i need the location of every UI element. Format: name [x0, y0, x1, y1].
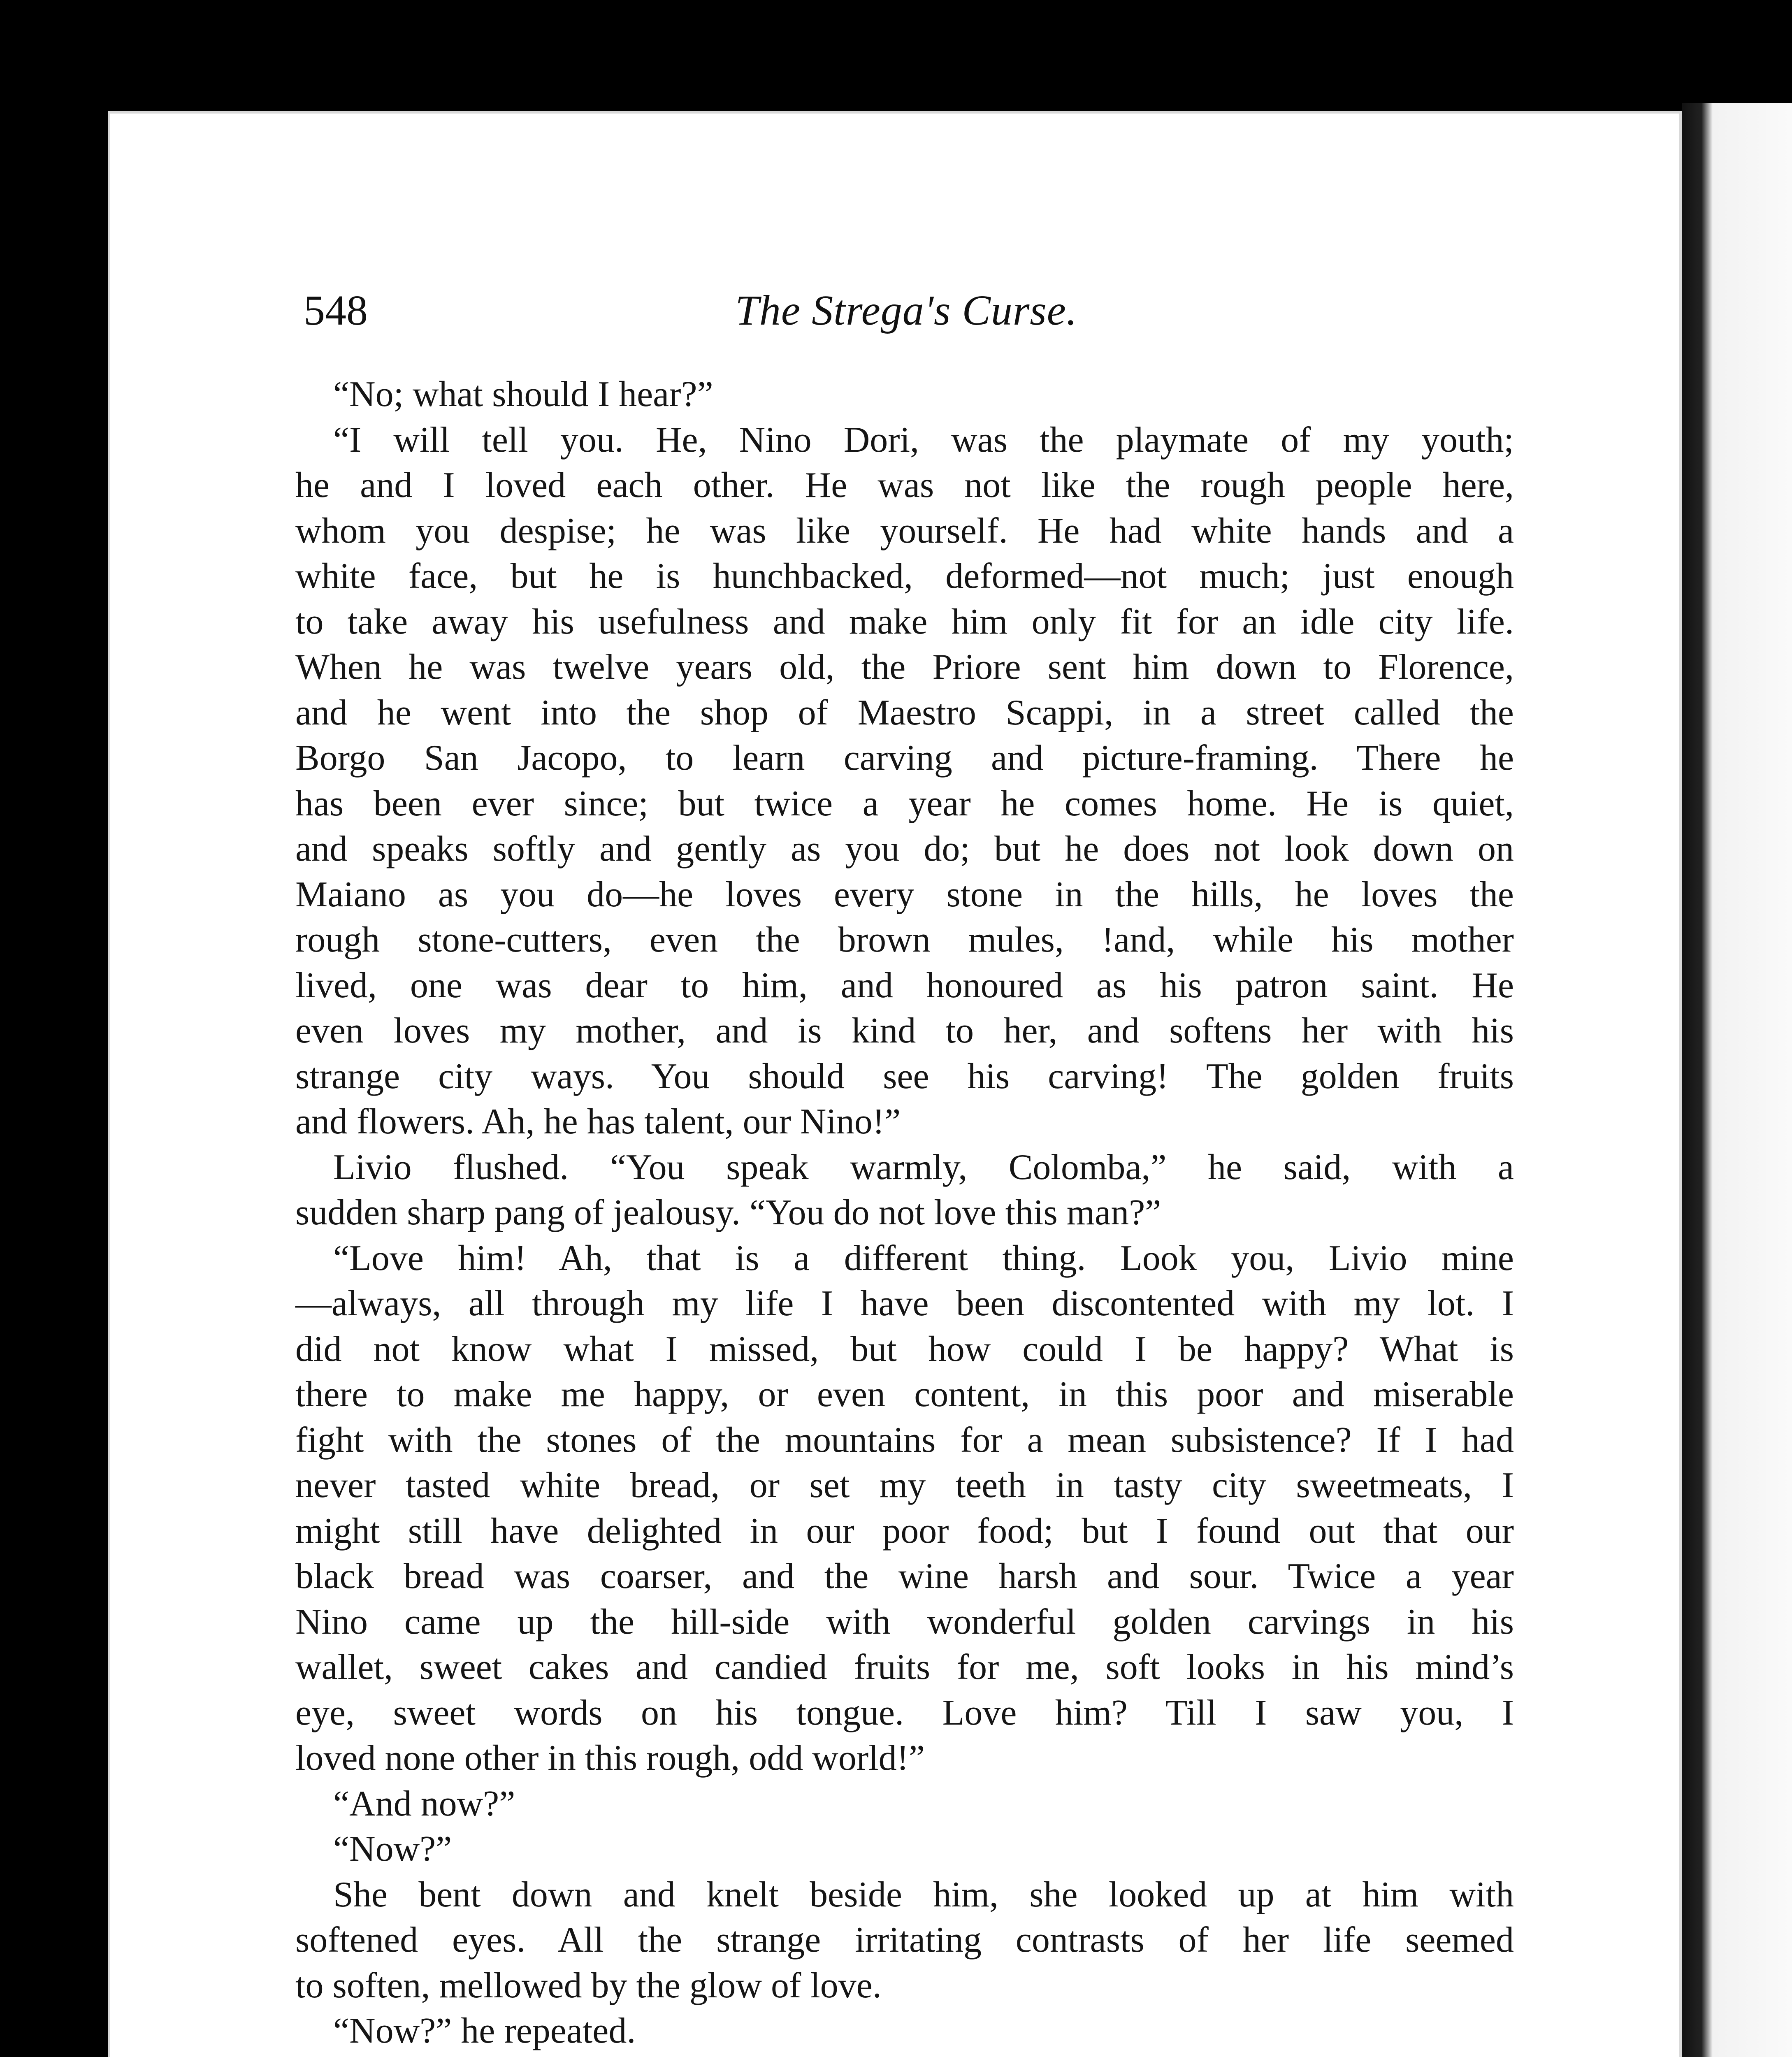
text-line: Maiano as you do—he loves every stone in the hills, he loves the — [295, 874, 1514, 915]
text-line: to take away his usefulness and make him only fit for an idle city life. — [295, 601, 1514, 642]
text-line: and speaks softly and gently as you do; but he does not look down on — [295, 829, 1514, 869]
text-line: “I will tell you. He, Nino Dori, was the playmate of my youth; — [333, 420, 1514, 460]
next-page-edge — [1682, 103, 1792, 2057]
text-line: might still have delighted in our poor food; but I found out that our — [295, 1511, 1514, 1551]
text-line: lived, one was dear to him, and honoured as his patron saint. He — [295, 965, 1514, 1005]
text-line: rough stone-cutters, even the brown mules, !and, while his mother — [295, 920, 1514, 960]
text-line: did not know what I missed, but how could I be happy? What is — [295, 1329, 1514, 1369]
text-line: he and I loved each other. He was not like the rough people here, — [295, 465, 1514, 505]
text-line: eye, sweet words on his tongue. Love him? Till I saw you, I — [295, 1692, 1514, 1733]
text-line: strange city ways. You should see his carving! The golden fruits — [295, 1056, 1514, 1096]
text-line: sudden sharp pang of jealousy. “You do not love this man?” — [295, 1193, 1161, 1233]
text-line: Nino came up the hill-side with wonderful golden carvings in his — [295, 1602, 1514, 1642]
text-line: When he was twelve years old, the Priore sent him down to Florence, — [295, 647, 1514, 687]
text-line: to soften, mellowed by the glow of love. — [295, 1965, 882, 2006]
text-line: softened eyes. All the strange irritating contrasts of her life seemed — [295, 1920, 1514, 1960]
text-line: She bent down and knelt beside him, she looked up at him with — [333, 1874, 1514, 1915]
text-line: “And now?” — [333, 1783, 515, 1824]
text-line: loved none other in this rough, odd world!” — [295, 1738, 925, 1778]
text-line: fight with the stones of the mountains for a mean subsistence? If I had — [295, 1420, 1514, 1460]
text-line: Borgo San Jacopo, to learn carving and picture-framing. There he — [295, 738, 1514, 778]
text-line — [295, 2054, 1514, 2057]
body-text — [295, 372, 1514, 2057]
text-line: and flowers. Ah, he has talent, our Nino!” — [295, 1102, 901, 1142]
text-line: never tasted white bread, or set my teeth in tasty city sweetmeats, I — [295, 1465, 1514, 1505]
text-line: “Now?” — [333, 1829, 452, 1869]
text-line: “Now?” he repeated. — [333, 2011, 636, 2051]
text-line: there to make me happy, or even content, in this poor and miserable — [295, 1374, 1514, 1414]
text-line: white face, but he is hunchbacked, deformed—not much; just enough — [295, 556, 1514, 596]
running-title: The Strega's Curse. — [735, 287, 1077, 334]
text-line: and he went into the shop of Maestro Scappi, in a street called the — [295, 692, 1514, 733]
text-line: black bread was coarser, and the wine harsh and sour. Twice a year — [295, 1556, 1514, 1596]
text-line: has been ever since; but twice a year he comes home. He is quiet, — [295, 783, 1514, 824]
text-line: “Love him! Ah, that is a different thing. Look you, Livio mine — [333, 1238, 1514, 1278]
text-line: —always, all through my life I have been discontented with my lot. I — [295, 1284, 1514, 1323]
text-line: wallet, sweet cakes and candied fruits for me, soft looks in his mind’s — [295, 1647, 1514, 1687]
text-line: “No; what should I hear?” — [333, 374, 713, 414]
page-header — [304, 284, 1509, 337]
page-number: 548 — [304, 287, 368, 334]
text-line: even loves my mother, and is kind to her, and softens her with his — [295, 1011, 1514, 1051]
text-line: Livio flushed. “You speak warmly, Colomba,” he said, with a — [333, 1147, 1514, 1187]
text-line: whom you despise; he was like yourself. He had white hands and a — [295, 511, 1514, 551]
